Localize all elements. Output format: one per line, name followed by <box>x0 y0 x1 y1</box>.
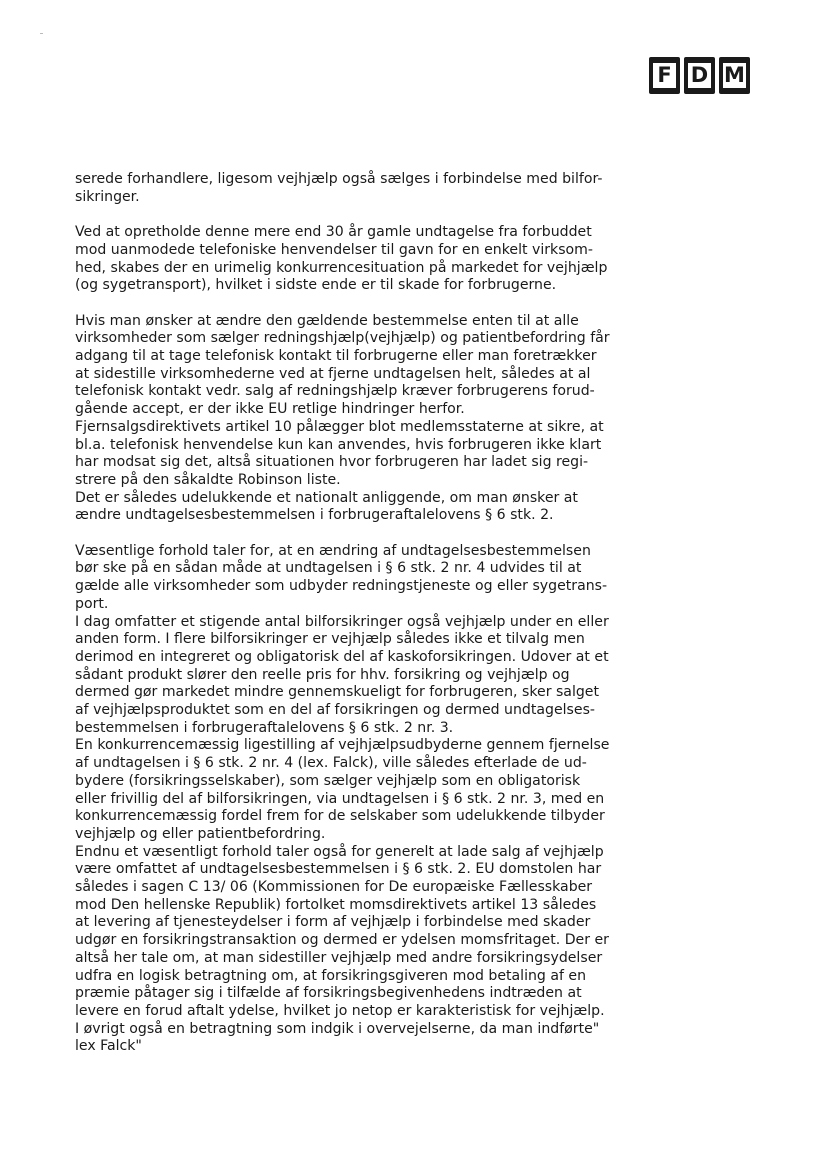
paragraph <box>75 313 620 525</box>
document-body <box>75 171 620 1074</box>
text-line: Det er således udelukkende et nationalt anliggende, om man ønsker at <box>75 489 578 506</box>
text-line: lex Falck" <box>75 1038 142 1055</box>
text-line: bestemmelsen i forbrugeraftalelovens § 6 stk. 2 nr. 3. <box>75 719 454 736</box>
text-line: levere en forud aftalt ydelse, hvilket jo netop er karakteristisk for vejhjælp. <box>75 1003 605 1019</box>
text-line: I øvrigt også en betragtning som indgik i overvejelserne, da man indførte" <box>75 1020 600 1037</box>
text-line: præmie påtager sig i tilfælde af forsikringsbegivenhedens indtræden at <box>75 985 582 1002</box>
logo-letter: D <box>688 63 711 88</box>
text-line: konkurrencemæssig fordel frem for de selskaber som udelukkende tilbyder <box>75 808 605 825</box>
text-line: sikringer. <box>75 188 140 205</box>
paragraph <box>75 171 620 206</box>
text-line: at sidestille virksomhederne ved at fjerne undtagelsen helt, således at al <box>75 365 591 382</box>
fdm-logo <box>649 57 750 94</box>
text-line: vejhjælp og eller patientbefordring. <box>75 825 326 842</box>
text-line: mod Den hellenske Republik) fortolket momsdirektivets artikel 13 således <box>75 896 597 913</box>
text-line: Hvis man ønsker at ændre den gældende bestemmelse enten til at alle <box>75 312 579 329</box>
text-line: (og sygetransport), hvilket i sidste ende er til skade for forbrugerne. <box>75 277 557 294</box>
text-line: dermed gør markedet mindre gennemskueligt for forbrugeren, sker salget <box>75 684 600 701</box>
text-line: port. <box>75 595 109 612</box>
text-line: hed, skabes der en urimelig konkurrencesituation på markedet for vejhjælp <box>75 259 608 276</box>
paragraph <box>75 543 620 1056</box>
text-line: anden form. I flere bilforsikringer er vejhjælp således ikke et tilvalg men <box>75 631 585 648</box>
text-line: udgør en forsikringstransaktion og dermed er ydelsen momsfritaget. Der er <box>75 932 609 949</box>
logo-letter: M <box>724 63 745 87</box>
text-line: eller frivillig del af bilforsikringen, via undtagelsen i § 6 stk. 2 nr. 3, med en <box>75 790 605 807</box>
text-line: bl.a. telefonisk henvendelse kun kan anvendes, hvis forbrugeren ikke klart <box>75 436 602 453</box>
text-line: mod uanmodede telefoniske henvendelser til gavn for en enkelt virksom- <box>75 241 593 258</box>
text-line: Ved at opretholde denne mere end 30 år gamle undtagelse fra forbuddet <box>75 224 592 241</box>
text-line: virksomheder som sælger redningshjælp(vejhjælp) og patientbefordring får <box>75 330 610 347</box>
text-line: altså her tale om, at man sidestiller vejhjælp med andre forsikringsydelser <box>75 949 603 966</box>
text-line: Endnu et væsentligt forhold taler også for generelt at lade salg af vejhjælp <box>75 843 604 860</box>
text-line: har modsat sig det, altså situationen hvor forbrugeren har ladet sig regi- <box>75 454 589 471</box>
text-line: strere på den såkaldte Robinson liste. <box>75 471 341 488</box>
text-line: af vejhjælpsproduktet som en del af forsikringen og dermed undtagelses- <box>75 702 596 719</box>
text-line: udfra en logisk betragtning om, at forsikringsgiveren mod betaling af en <box>75 967 587 984</box>
paragraph <box>75 224 620 295</box>
text-line: gående accept, er der ikke EU retlige hindringer herfor. <box>75 401 465 418</box>
text-line: at levering af tjenesteydelser i form af vejhjælp i forbindelse med skader <box>75 914 591 931</box>
scan-speck <box>40 33 43 34</box>
text-line: Fjernsalgsdirektivets artikel 10 pålægger blot medlemsstaterne at sikre, at <box>75 418 604 435</box>
text-line: gælde alle virksomheder som udbyder redningstjeneste og eller sygetrans- <box>75 578 608 595</box>
text-line: serede forhandlere, ligesom vejhjælp også sælges i forbindelse med bilfor- <box>75 171 603 187</box>
logo-letter-box <box>719 57 750 94</box>
text-line: bydere (forsikringsselskaber), som sælger vejhjælp som en obligatorisk <box>75 772 581 789</box>
logo-letter: F <box>653 63 676 88</box>
logo-letter-box <box>649 57 680 94</box>
text-line: sådant produkt slører den reelle pris for hhv. forsikring og vejhjælp og <box>75 666 570 683</box>
text-line: En konkurrencemæssig ligestilling af vejhjælpsudbyderne gennem fjernelse <box>75 737 610 754</box>
text-line: Væsentlige forhold taler for, at en ændring af undtagelsesbestemmelsen <box>75 542 591 559</box>
text-line: ændre undtagelsesbestemmelsen i forbrugeraftalelovens § 6 stk. 2. <box>75 507 554 524</box>
text-line: I dag omfatter et stigende antal bilforsikringer også vejhjælp under en eller <box>75 613 609 630</box>
logo-letter-box <box>684 57 715 94</box>
text-line: være omfattet af undtagelsesbestemmelsen i § 6 stk. 2. EU domstolen har <box>75 861 602 878</box>
text-line: telefonisk kontakt vedr. salg af redningshjælp kræver forbrugerens forud- <box>75 383 595 400</box>
text-line: adgang til at tage telefonisk kontakt til forbrugerne eller man foretrækker <box>75 348 597 364</box>
text-line: af undtagelsen i § 6 stk. 2 nr. 4 (lex. Falck), ville således efterlade de ud- <box>75 755 587 772</box>
text-line: bør ske på en sådan måde at undtagelsen i § 6 stk. 2 nr. 4 udvides til at <box>75 560 582 577</box>
text-line: således i sagen C 13/ 06 (Kommissionen for De europæiske Fællesskaber <box>75 879 593 896</box>
text-line: derimod en integreret og obligatorisk del af kaskoforsikringen. Udover at et <box>75 648 609 665</box>
